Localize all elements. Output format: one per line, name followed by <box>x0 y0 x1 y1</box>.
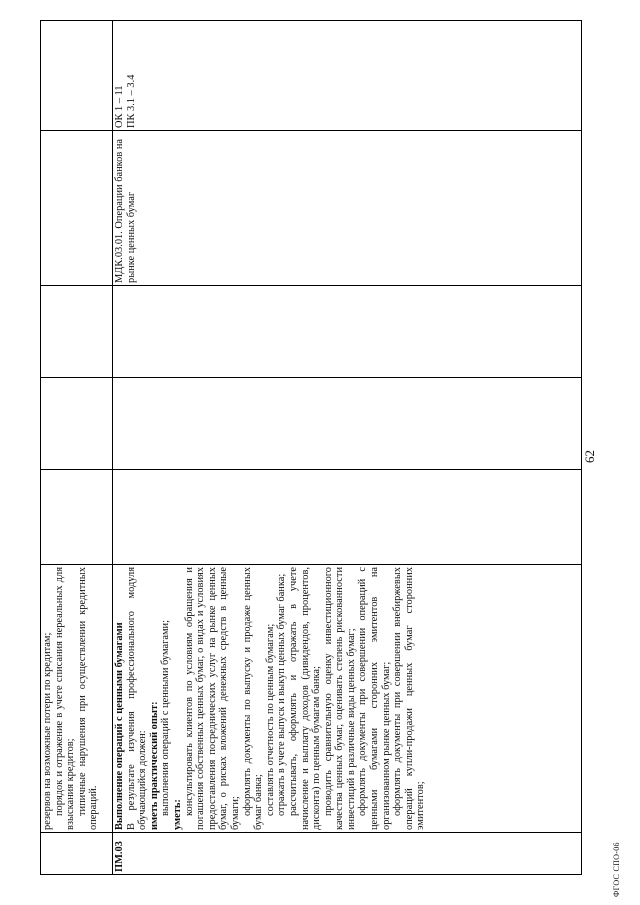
practice-item: выполнения операций с ценными бумагами; <box>160 620 172 816</box>
module-code: ПМ.03 <box>113 833 582 875</box>
module-intro: В результате изучения профессионального модуля обучающийся должен: <box>125 567 149 830</box>
skill-item: оформлять документы при совершении внебиржевых операций купли-продажи ценных бумаг сторонних эмитентов; <box>392 567 427 830</box>
top-line-3: типичные нарушения при осуществлении кредитных операций. <box>76 567 100 830</box>
competency-ok: ОК 1 – 11 <box>114 85 125 128</box>
competencies-cell <box>113 21 582 131</box>
page-number: 62 <box>582 450 597 463</box>
skill-item: оформлять документы по выпуску и продаже ценных бумаг банка; <box>241 567 265 830</box>
practice-heading: иметь практический опыт: <box>148 701 160 830</box>
top-code-cell <box>41 833 113 875</box>
module-title: Выполнение операций с ценными бумагами <box>114 622 125 830</box>
curriculum-table <box>40 20 582 875</box>
module-content-cell <box>113 565 582 833</box>
skill-item: отражать в учете выпуск и выкуп ценных бумаг банка; <box>276 573 288 816</box>
footer-label: ФГОС СПО-06 <box>612 842 621 897</box>
skill-item: консультировать клиентов по условиям обращения и погашения собственных ценных бумаг, о видах и условиях предоставления посреднических услуг на рынке ценных бумаг, о рисках вложений денежных средств в ценные бумаги; <box>183 567 241 830</box>
competency-pk: ПК 3.1 – 3.4 <box>125 74 137 128</box>
table-row-pm03 <box>113 21 582 875</box>
skill-item: проводить сравнительную оценку инвестиционного качества ценных бумаг, оценивать степень рискованности инвестиций в различные виды ценных бумаг; <box>322 567 357 830</box>
skill-item: оформлять документы при совершении операций с ценными бумагами сторонних эмитентов на организованном рынке ценных бумаг; <box>357 567 392 830</box>
top-text-cell <box>41 565 113 833</box>
skills-heading: уметь: <box>171 799 183 830</box>
top-line-1: резервов на возможные потери по кредитам; <box>42 632 53 830</box>
top-line-2: порядок и отражение в учете списания нереальных для взыскания кредитов; <box>53 567 77 830</box>
table-row-top <box>41 21 113 875</box>
mdk-cell: МДК.03.01. Операции банков на рынке ценных бумаг <box>113 131 582 286</box>
skill-item: составлять отчетность по ценным бумагам; <box>264 623 276 816</box>
skill-item: рассчитывать, оформлять и отражать в учете начисление и выплату доходов (дивидендов, процентов, дисконта) по ценным бумагам банка; <box>287 567 323 830</box>
